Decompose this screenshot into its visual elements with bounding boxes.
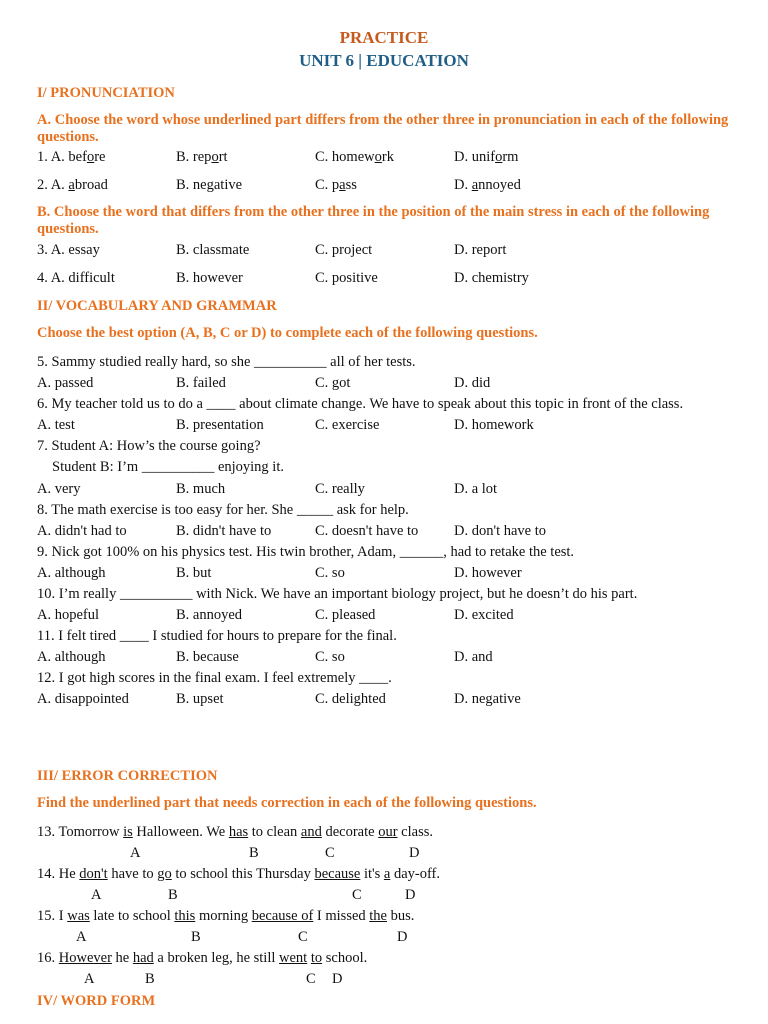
q14-label-d: D: [405, 887, 416, 903]
q4-option-d: D. chemistry: [454, 270, 529, 286]
q6-option-b: B. presentation: [176, 417, 264, 433]
q4-option-b: B. however: [176, 270, 243, 286]
q1-option-d: D. uniform: [454, 149, 519, 165]
q3-option-b: B. classmate: [176, 242, 250, 258]
q3-option-a: 3. A. essay: [37, 242, 100, 258]
q15-label-c: C: [298, 929, 308, 945]
q5-option-d: D. did: [454, 375, 491, 391]
q8-option-c: C. doesn't have to: [315, 523, 419, 539]
q9-option-c: C. so: [315, 565, 345, 581]
q5-option-c: C. got: [315, 375, 351, 391]
q4-option-c: C. positive: [315, 270, 378, 286]
q15-label-b: B: [191, 929, 201, 945]
q7-option-a: A. very: [37, 481, 81, 497]
q12-option-b: B. upset: [176, 691, 224, 707]
q10-option-a: A. hopeful: [37, 607, 100, 623]
q16-label-d: D: [332, 971, 343, 987]
q14-label-b: B: [168, 887, 178, 903]
section-heading-word-form: IV/ WORD FORM: [37, 993, 156, 1009]
q4-option-a: 4. A. difficult: [37, 270, 115, 286]
question-13: 13. Tomorrow is Halloween. We has to clean and decorate our class.: [37, 824, 433, 840]
instruction-b: B. Choose the word that differs from the other three in the position of the main stress in each of the following questions.: [37, 204, 710, 237]
q7-option-b: B. much: [176, 481, 226, 497]
question-5: 5. Sammy studied really hard, so she __________ all of her tests.: [37, 354, 416, 370]
question-14: 14. He don't have to go to school this Thursday because it's a day-off.: [37, 866, 441, 882]
q6-option-d: D. homework: [454, 417, 534, 433]
q14-label-c: C: [352, 887, 362, 903]
instruction-vocab: Choose the best option (A, B, C or D) to complete each of the following questions.: [37, 325, 538, 341]
q5-option-a: A. passed: [37, 375, 94, 391]
q12-option-d: D. negative: [454, 691, 521, 707]
q13-label-d: D: [409, 845, 420, 861]
q16-label-b: B: [145, 971, 155, 987]
q2-option-d: D. annoyed: [454, 177, 521, 193]
q2-option-a: 2. A. abroad: [37, 177, 108, 193]
q13-label-b: B: [249, 845, 259, 861]
instruction-a: A. Choose the word whose underlined part differs from the other three in pronunciation in each of the following questions.: [37, 112, 729, 145]
q5-option-b: B. failed: [176, 375, 226, 391]
question-7-line-1: 7. Student A: How’s the course going?: [37, 438, 261, 454]
q3-option-c: C. project: [315, 242, 373, 258]
question-8: 8. The math exercise is too easy for her. She _____ ask for help.: [37, 502, 409, 518]
question-7-line-2: Student B: I’m __________ enjoying it.: [52, 459, 284, 475]
q11-option-c: C. so: [315, 649, 345, 665]
q7-option-c: C. really: [315, 481, 365, 497]
q8-option-b: B. didn't have to: [176, 523, 272, 539]
q15-label-d: D: [397, 929, 408, 945]
q2-option-c: C. pass: [315, 177, 357, 193]
q15-label-a: A: [76, 929, 87, 945]
page-title: PRACTICE: [339, 28, 429, 47]
q1-option-a: 1. A. before: [37, 149, 106, 165]
q8-option-d: D. don't have to: [454, 523, 547, 539]
question-15: 15. I was late to school this morning because of I missed the bus.: [37, 908, 415, 924]
q11-option-d: D. and: [454, 649, 493, 665]
question-12: 12. I got high scores in the final exam. I feel extremely ____.: [37, 670, 392, 686]
q1-option-b: B. report: [176, 149, 228, 165]
q6-option-a: A. test: [37, 417, 75, 433]
q2-option-b: B. negative: [176, 177, 243, 193]
q16-label-c: C: [306, 971, 316, 987]
q3-option-d: D. report: [454, 242, 507, 258]
q10-option-d: D. excited: [454, 607, 514, 623]
q14-label-a: A: [91, 887, 102, 903]
section-heading-error-correction: III/ ERROR CORRECTION: [37, 768, 218, 784]
q9-option-a: A. although: [37, 565, 106, 581]
q12-option-a: A. disappointed: [37, 691, 129, 707]
page-subtitle: UNIT 6 | EDUCATION: [299, 51, 469, 70]
q6-option-c: C. exercise: [315, 417, 380, 433]
q13-label-a: A: [130, 845, 141, 861]
q7-option-d: D. a lot: [454, 481, 498, 497]
question-11: 11. I felt tired ____ I studied for hours to prepare for the final.: [37, 628, 397, 644]
question-16: 16. However he had a broken leg, he still went to school.: [37, 950, 368, 966]
instruction-error: Find the underlined part that needs correction in each of the following questions.: [37, 795, 537, 811]
question-6: 6. My teacher told us to do a ____ about climate change. We have to speak about this topic in front of the class.: [37, 396, 684, 412]
q8-option-a: A. didn't had to: [37, 523, 127, 539]
q9-option-d: D. however: [454, 565, 522, 581]
q9-option-b: B. but: [176, 565, 212, 581]
q13-label-c: C: [325, 845, 335, 861]
section-heading-vocabulary: II/ VOCABULARY AND GRAMMAR: [37, 298, 277, 314]
q11-option-a: A. although: [37, 649, 106, 665]
q10-option-c: C. pleased: [315, 607, 376, 623]
q10-option-b: B. annoyed: [176, 607, 243, 623]
q12-option-c: C. delighted: [315, 691, 386, 707]
q16-label-a: A: [84, 971, 95, 987]
question-9: 9. Nick got 100% on his physics test. His twin brother, Adam, ______, had to retake the test.: [37, 544, 575, 560]
section-heading-pronunciation: I/ PRONUNCIATION: [37, 85, 175, 101]
q11-option-b: B. because: [176, 649, 239, 665]
q1-option-c: C. homework: [315, 149, 394, 165]
question-10: 10. I’m really __________ with Nick. We have an important biology project, but he doesn’t do his part.: [37, 586, 638, 602]
